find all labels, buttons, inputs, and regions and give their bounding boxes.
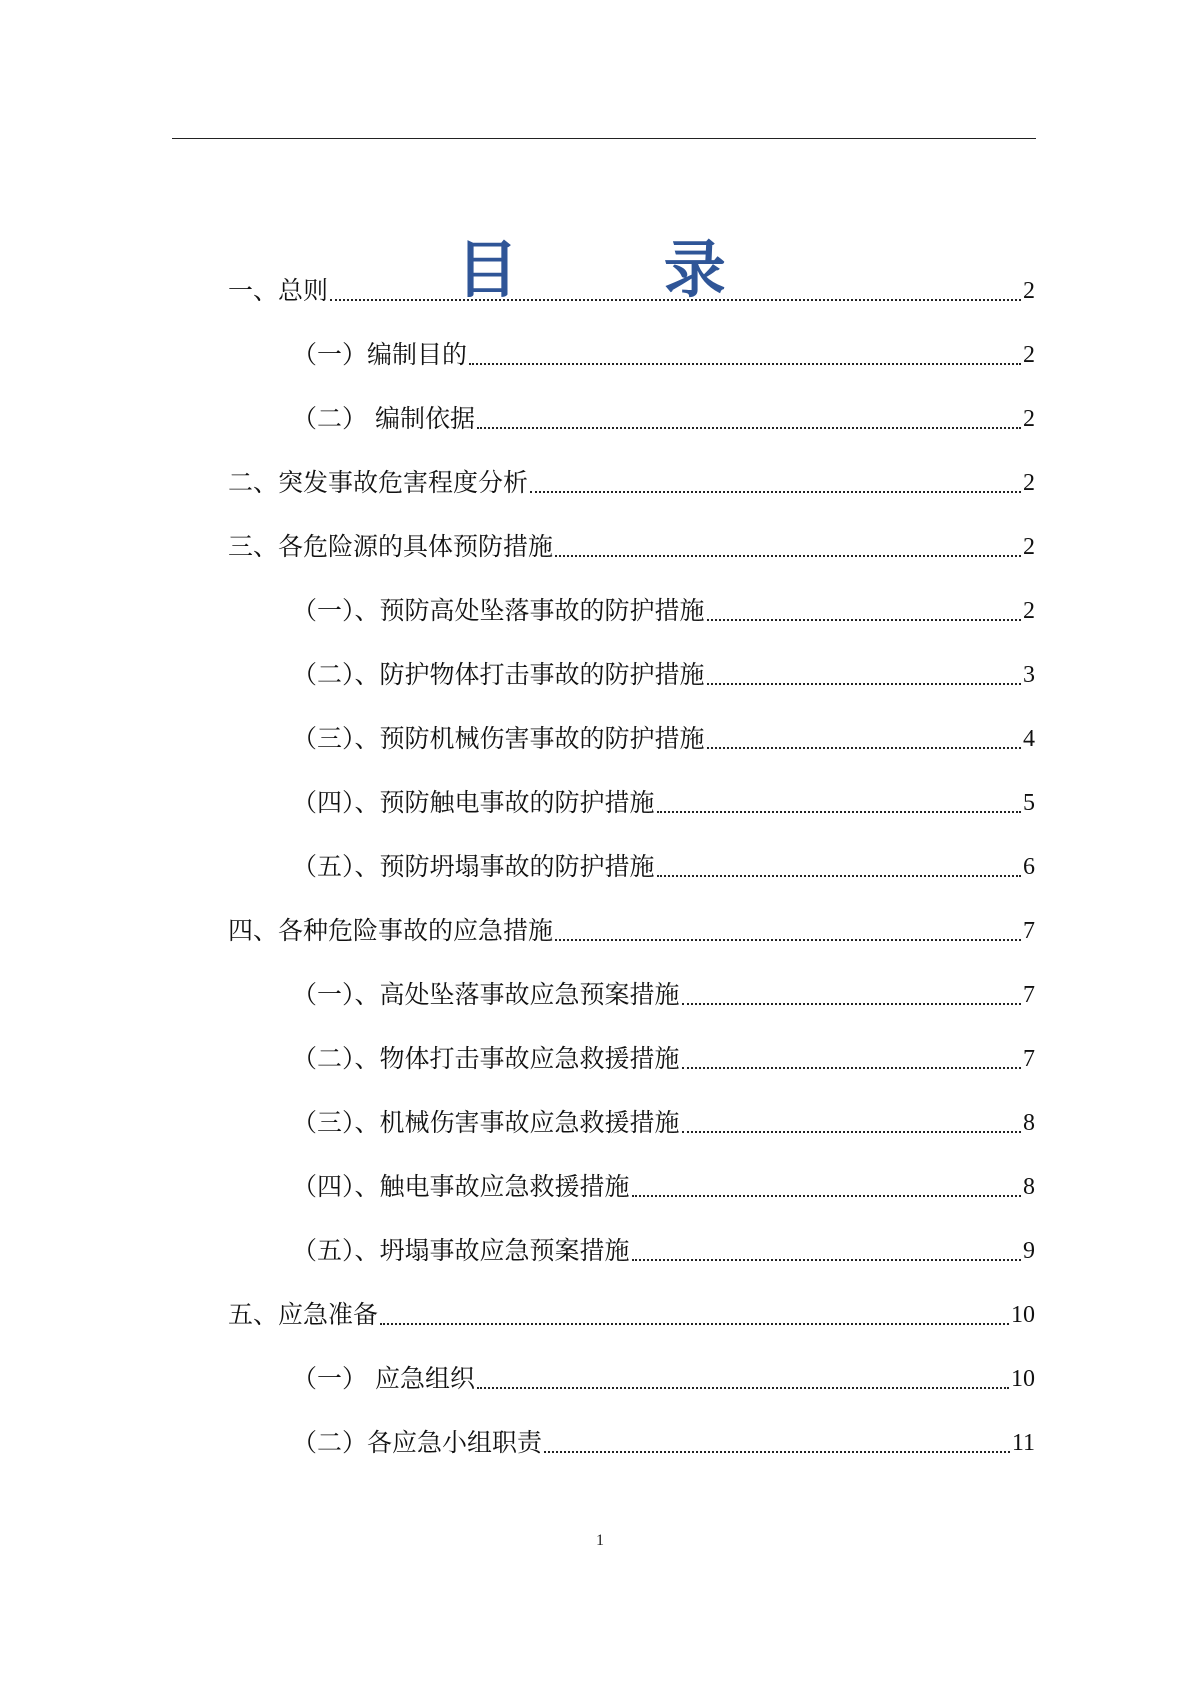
dot-leader <box>530 491 1021 493</box>
toc-entry-text: （一） 应急组织 <box>292 1364 475 1393</box>
toc-entry-4-5[interactable] <box>292 1228 1035 1268</box>
toc-entry-3-3[interactable] <box>292 716 1035 756</box>
dot-leader <box>544 1451 1010 1453</box>
toc-entry-text: （一）编制目的 <box>292 340 468 369</box>
dot-leader <box>707 683 1021 685</box>
toc-entry-page: 5 <box>1023 790 1035 816</box>
dot-leader <box>682 1067 1021 1069</box>
dot-leader <box>682 1131 1021 1133</box>
toc-entry-text: （一）、预防高处坠落事故的防护措施 <box>292 596 705 625</box>
toc-entry-text: 二、突发事故危害程度分析 <box>228 468 529 497</box>
toc-entry-4[interactable] <box>228 908 1035 948</box>
dot-leader <box>555 939 1021 941</box>
toc-title: 目 录 <box>456 232 788 306</box>
toc-entry-4-3[interactable] <box>292 1100 1035 1140</box>
toc-entry-1[interactable] <box>228 268 1035 308</box>
toc-entry-text: （四）、预防触电事故的防护措施 <box>292 788 655 817</box>
dot-leader <box>477 427 1021 429</box>
toc-entry-text: （二） 编制依据 <box>292 404 475 433</box>
toc-entry-text: （五）、坍塌事故应急预案措施 <box>292 1236 630 1265</box>
toc-entry-page: 2 <box>1023 470 1035 496</box>
dot-leader <box>682 1003 1021 1005</box>
toc-entry-text: （五）、预防坍塌事故的防护措施 <box>292 852 655 881</box>
toc-entry-3-2[interactable] <box>292 652 1035 692</box>
toc-entry-page: 2 <box>1023 598 1035 624</box>
toc-entry-text: （二）各应急小组职责 <box>292 1428 543 1457</box>
toc-entry-4-1[interactable] <box>292 972 1035 1012</box>
dot-leader <box>632 1195 1021 1197</box>
dot-leader <box>707 619 1021 621</box>
dot-leader <box>380 1323 1009 1325</box>
toc-entry-3-5[interactable] <box>292 844 1035 884</box>
toc-entry-page: 10 <box>1011 1366 1035 1392</box>
toc-entry-3-1[interactable] <box>292 588 1035 628</box>
header-rule <box>172 138 1036 139</box>
toc-entry-5[interactable] <box>228 1292 1035 1332</box>
dot-leader <box>555 555 1021 557</box>
toc-entry-text: （四）、触电事故应急救援措施 <box>292 1172 630 1201</box>
dot-leader <box>707 747 1021 749</box>
dot-leader <box>330 299 1021 301</box>
toc-entry-text: （三）、预防机械伤害事故的防护措施 <box>292 724 705 753</box>
toc-entry-4-2[interactable] <box>292 1036 1035 1076</box>
dot-leader <box>477 1387 1009 1389</box>
toc-entry-page: 2 <box>1023 534 1035 560</box>
toc-entry-page: 8 <box>1023 1110 1035 1136</box>
toc-entry-text: （二）、防护物体打击事故的防护措施 <box>292 660 705 689</box>
toc-entry-1-2[interactable] <box>292 396 1035 436</box>
toc-entry-page: 7 <box>1023 982 1035 1008</box>
toc-entry-5-1[interactable] <box>292 1356 1035 1396</box>
toc-entry-1-1[interactable] <box>292 332 1035 372</box>
toc-entry-text: （三）、机械伤害事故应急救援措施 <box>292 1108 680 1137</box>
toc-entry-page: 4 <box>1023 726 1035 752</box>
toc-entry-page: 7 <box>1023 918 1035 944</box>
toc-entry-3[interactable] <box>228 524 1035 564</box>
dot-leader <box>632 1259 1021 1261</box>
toc-entry-page: 6 <box>1023 854 1035 880</box>
toc-entry-text: 一、总则 <box>228 276 329 305</box>
toc-entry-page: 11 <box>1011 1430 1035 1456</box>
toc-entry-text: 四、各种危险事故的应急措施 <box>228 916 554 945</box>
toc-entry-4-4[interactable] <box>292 1164 1035 1204</box>
toc-entry-text: （一）、高处坠落事故应急预案措施 <box>292 980 680 1009</box>
dot-leader <box>469 363 1021 365</box>
toc-entry-5-2[interactable] <box>292 1420 1035 1460</box>
toc-entry-page: 9 <box>1023 1238 1035 1264</box>
toc-entry-text: （二）、物体打击事故应急救援措施 <box>292 1044 680 1073</box>
dot-leader <box>657 811 1021 813</box>
page-number: 1 <box>596 1532 604 1549</box>
toc-entry-page: 2 <box>1023 342 1035 368</box>
dot-leader <box>657 875 1021 877</box>
toc-entry-text: 五、应急准备 <box>228 1300 379 1329</box>
toc-entry-page: 3 <box>1023 662 1035 688</box>
toc-entry-page: 2 <box>1023 406 1035 432</box>
toc-entry-page: 8 <box>1023 1174 1035 1200</box>
toc-entry-page: 7 <box>1023 1046 1035 1072</box>
toc-entry-text: 三、各危险源的具体预防措施 <box>228 532 554 561</box>
toc-entry-page: 2 <box>1023 278 1035 304</box>
toc-entry-3-4[interactable] <box>292 780 1035 820</box>
toc-entry-page: 10 <box>1011 1302 1035 1328</box>
toc-entry-2[interactable] <box>228 460 1035 500</box>
